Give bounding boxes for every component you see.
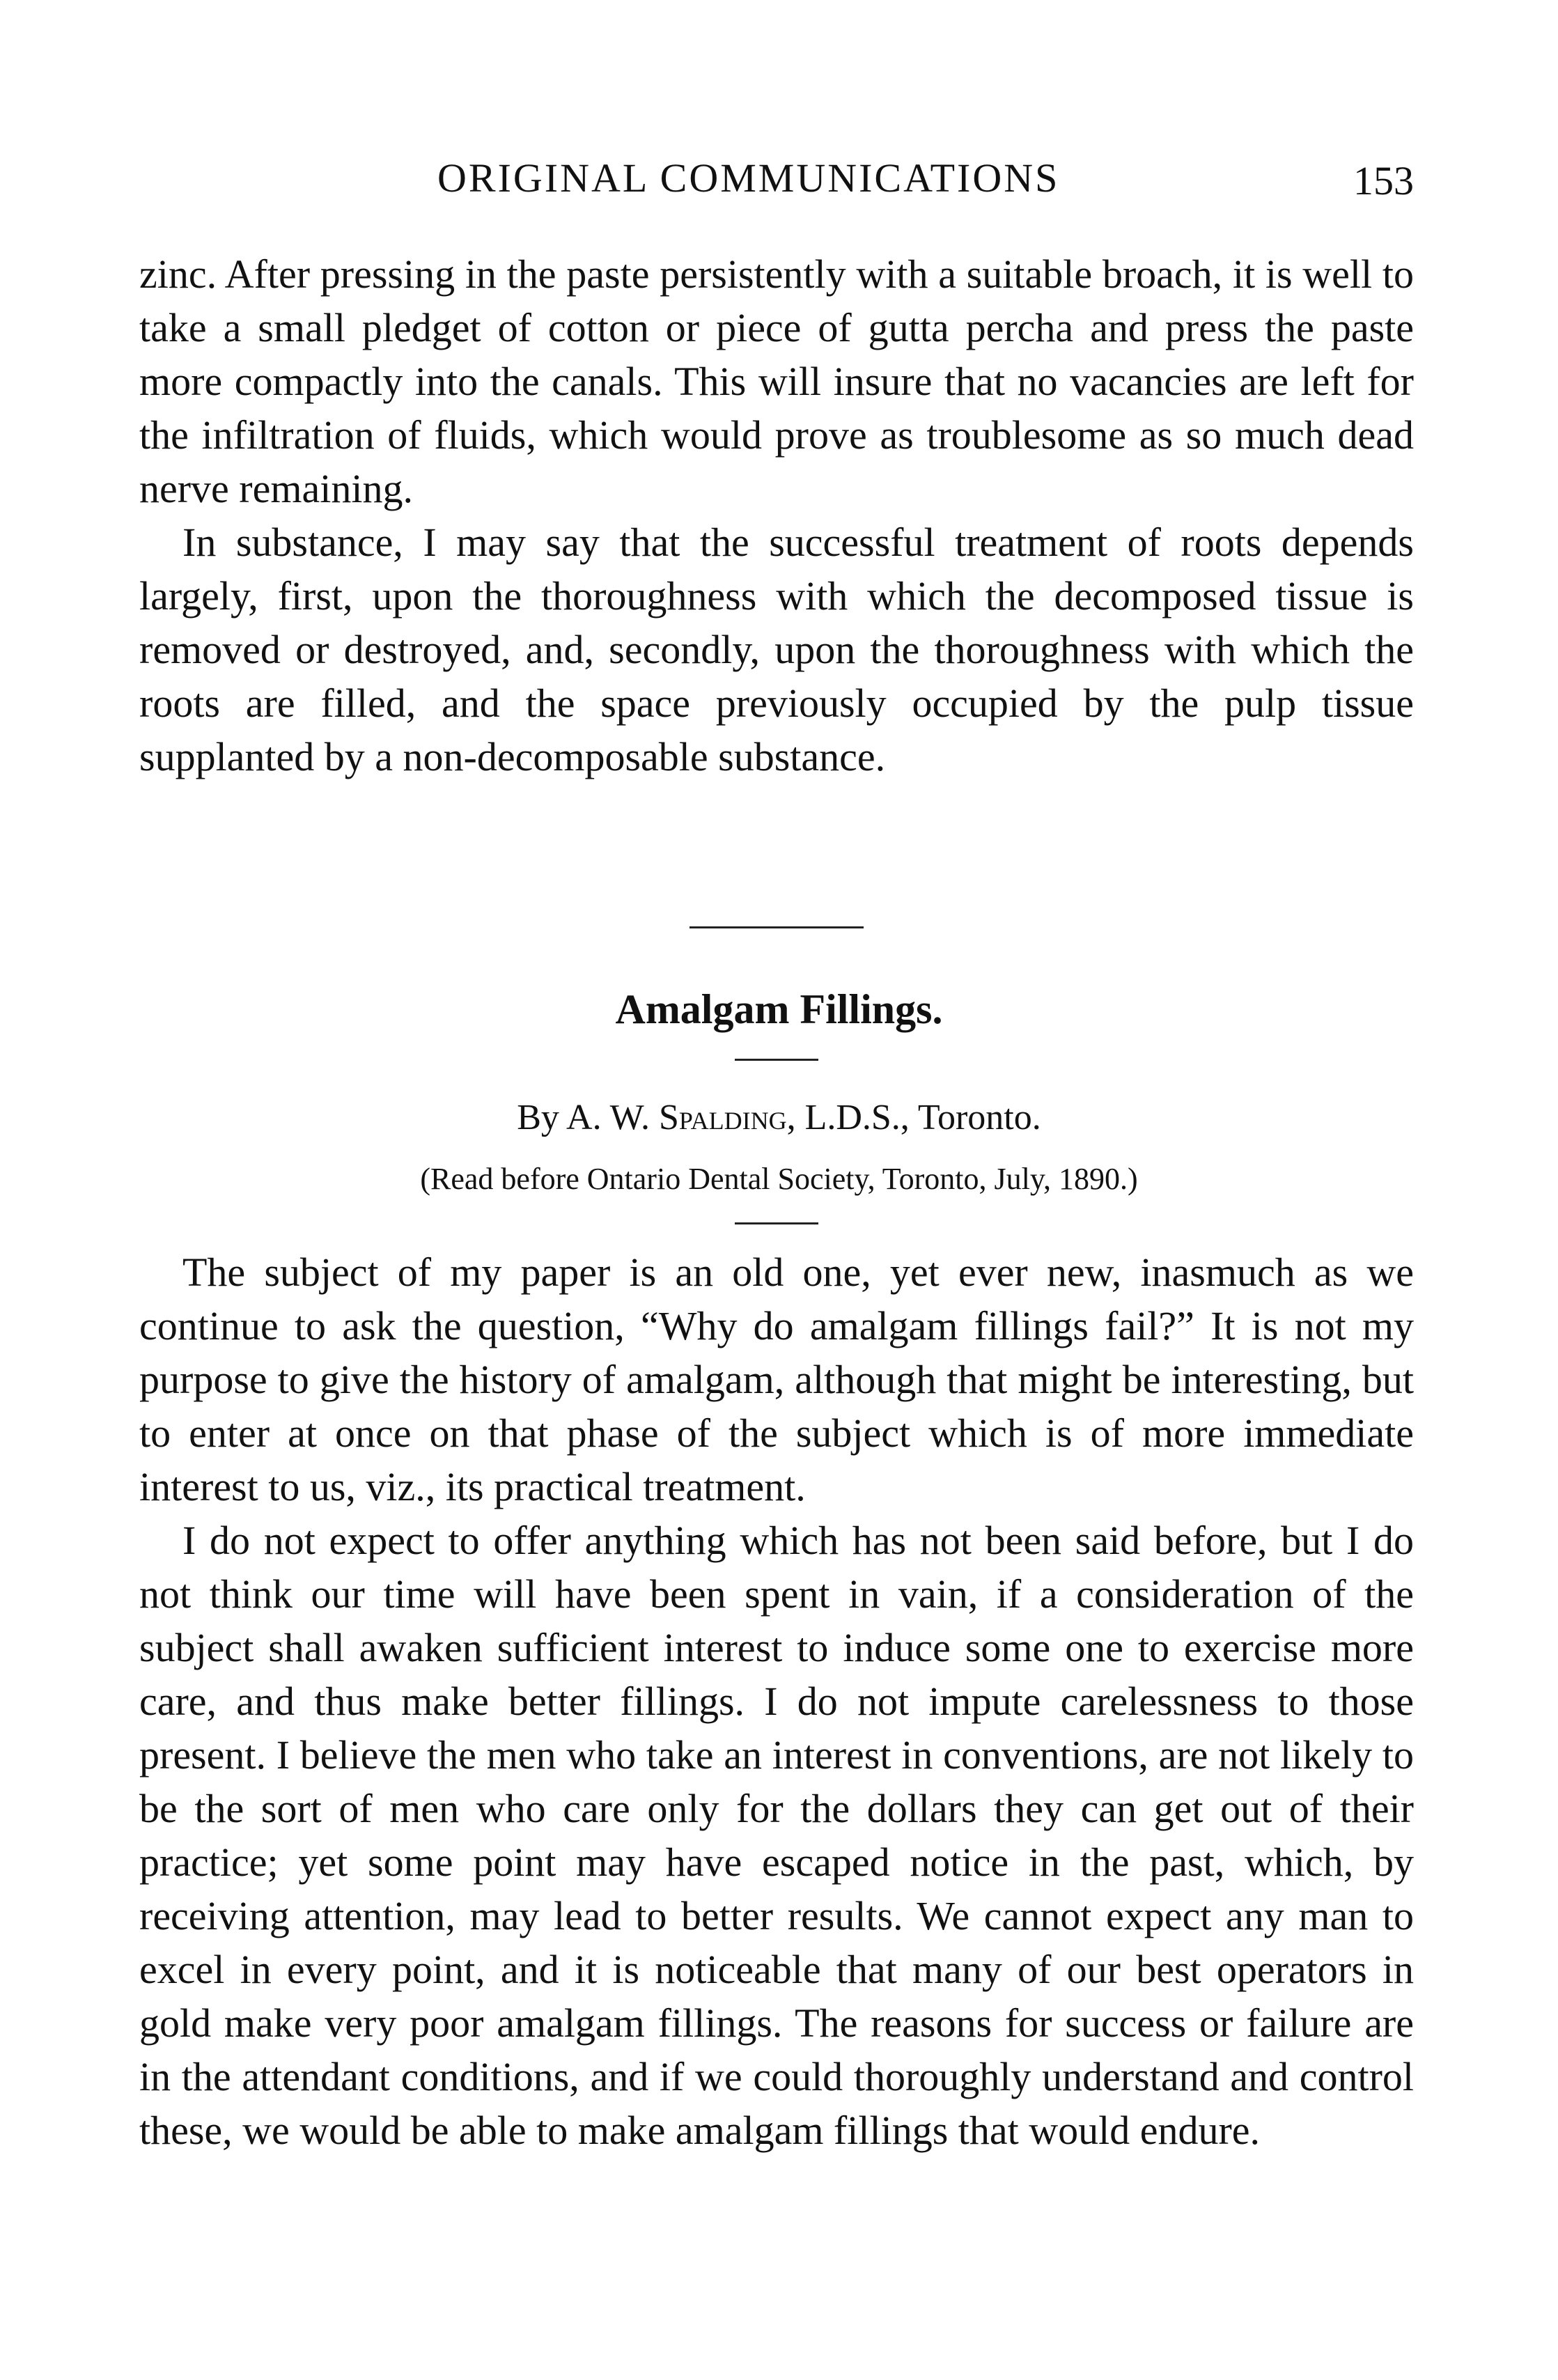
- paragraph: zinc. After pressing in the paste persistently with a suitable broach, it is well to take a small pledget of cotton or piece of gutta percha and press the paste more compactly into the canals. This will insure that no vacancies are left for the infiltration of fluids, which would prove as troublesome as so much dead nerve remaining.: [139, 251, 1414, 511]
- byline-prefix: By A. W.: [517, 1098, 650, 1137]
- paragraph: The subject of my paper is an old one, yet ever new, inasmuch as we continue to ask the question, “Why do amalgam fillings fail?” It is not my purpose to give the history of amalgam, although that might be interesting, but to enter at once on that phase of the subject which is of more immediate interest to us, viz., its practical treatment.: [139, 1250, 1414, 1509]
- article-body: [139, 1245, 1414, 2157]
- paragraph: I do not expect to offer anything which has not been said before, but I do not think our time will have been spent in vain, if a consideration of the subject shall awaken sufficient interest to induce some one to exercise more care, and thus make better fillings. I do not impute carelessness to those present. I believe the men who take an interest in conventions, are not likely to be the sort of men who care only for the dollars they can get out of their practice; yet some point may have escaped notice in the past, which, by receiving attention, may lead to better results. We cannot expect any man to excel in every point, and it is noticeable that many of our best operators in gold make very poor amalgam fillings. The reasons for success or failure are in the attendant conditions, and if we could thoroughly understand and control these, we would be able to make amalgam fillings that would endure.: [139, 1518, 1414, 2153]
- author-name: Spalding: [658, 1098, 787, 1137]
- article-title: Amalgam Fillings.: [615, 986, 943, 1032]
- page-number: 153: [1353, 158, 1414, 203]
- title-divider: [735, 1059, 818, 1061]
- running-title: ORIGINAL COMMUNICATIONS: [437, 155, 1060, 201]
- byline-divider: [735, 1222, 818, 1224]
- section-divider: [690, 926, 864, 928]
- running-head: [139, 155, 1414, 210]
- article-note: (Read before Ontario Dental Society, Toronto, July, 1890.): [420, 1162, 1138, 1196]
- paragraph: In substance, I may say that the successful treatment of roots depends largely, first, upon the thoroughness with which the decomposed tissue is removed or destroyed, and, secondly, upon the thoroughness with which the roots are filled, and the space previously occupied by the pulp tissue supplanted by a non-decomposable substance.: [139, 520, 1414, 779]
- byline-suffix: , L.D.S., Toronto.: [786, 1098, 1041, 1137]
- article-byline: [0, 1097, 1558, 1138]
- continued-text: [139, 247, 1414, 784]
